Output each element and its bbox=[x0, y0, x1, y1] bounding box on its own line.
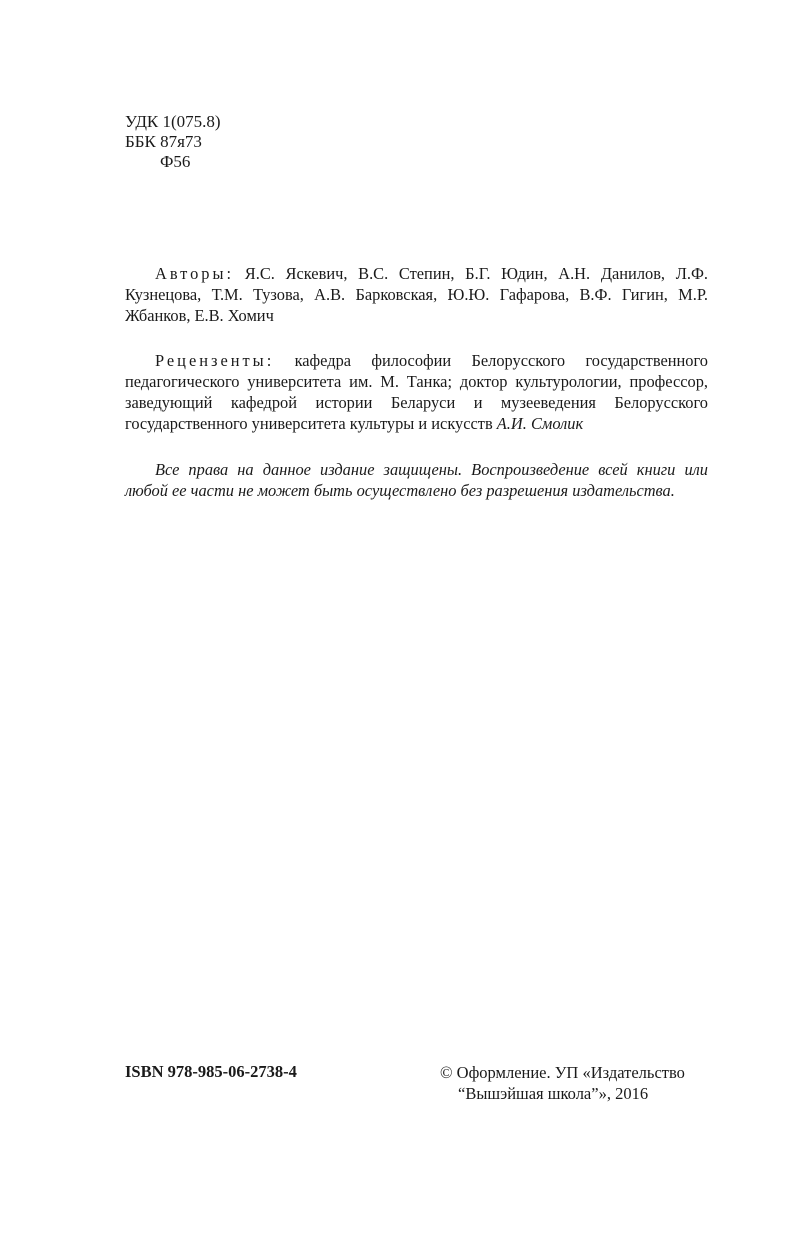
reviewer-name: А.И. Смолик bbox=[496, 414, 584, 433]
copyright-line-2: “Вышэйшая школа”», 2016 bbox=[458, 1084, 649, 1103]
copyright-notice bbox=[440, 1062, 710, 1104]
udk-code: УДК 1(075.8) bbox=[125, 112, 221, 131]
rights-text: Все права на данное издание защищены. Воспроизведение всей книги или любой ее части не может быть осуществлено без разрешения издательства. bbox=[125, 460, 708, 500]
authors-label: Авторы: bbox=[155, 264, 235, 283]
rights-notice bbox=[125, 459, 708, 501]
classification-codes bbox=[125, 112, 221, 172]
reviewers-label: Рецензенты: bbox=[155, 351, 275, 370]
copyright-line-1: © Оформление. УП «Издательство bbox=[440, 1063, 685, 1082]
author-mark-code: Ф56 bbox=[160, 152, 191, 171]
authors-block bbox=[125, 263, 708, 326]
bbk-code: ББК 87я73 bbox=[125, 132, 202, 151]
reviewers-block bbox=[125, 350, 708, 434]
authors-list: Я.С. Яскевич, В.С. Степин, Б.Г. Юдин, А.Н. Данилов, Л.Ф. Кузнецова, Т.М. Тузова, А.В. Барковская, Ю.Ю. Гафарова, В.Ф. Гигин, М.Р. Жбанков, Е.В. Хомич bbox=[125, 264, 708, 325]
reviewers-list: кафедра философии Белорусского государственного педагогического университета им. М. Танка; доктор культурологии, профессор, заведующий кафедрой истории Беларуси и музееведения Белорусского государственного университета культуры и искусств bbox=[125, 351, 708, 433]
isbn-number: ISBN 978-985-06-2738-4 bbox=[125, 1062, 297, 1081]
